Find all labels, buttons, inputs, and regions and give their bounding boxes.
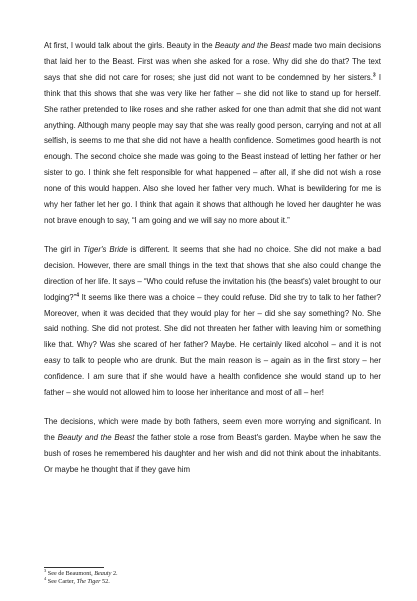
text-span: At first, I would talk about the girls. Beauty in the xyxy=(44,41,215,50)
footnote-title: The Tiger xyxy=(76,578,101,585)
footnote-item xyxy=(44,575,381,586)
text-span: The girl in xyxy=(44,244,84,254)
footnote-number: 3 xyxy=(44,567,47,573)
footnotes xyxy=(44,567,381,586)
paragraph-3 xyxy=(44,414,381,478)
story-title: Tiger's Bride xyxy=(83,244,128,254)
text-span: the father stole a rose from Beast's garden. Maybe when he saw the bush of roses he remembered his daughter and her wish and did not think about the inhabitants. Or maybe he thought that if they gave him xyxy=(44,432,381,474)
footnote-marker[interactable]: 3 xyxy=(372,72,376,79)
footnote-title: Beauty xyxy=(94,570,112,577)
text-span: I think that this shows that she was very like her father – she did not like to stand up for herself. She rather pretended to like roses and she rather asked for one than admit that she did not want anything. Although many people may say that she was really good person, carrying and not at all selfish, is seems to me that she did not have a health confidence. Sometimes good hearth is not enough. The second choice she made was going to the Beast instead of letting her father or her sister to go. I think she felt responsible for what happened – after all, if she did not wish a rose none of this would happen. Also she loved her father very much. What is bewildering for me is why her father let her go. I think that again it shows that although he loved her daughter he was not brave enough to say, “I am going and we will say no more about it.” xyxy=(44,72,381,225)
story-title: Beauty and the Beast xyxy=(57,432,135,442)
footnote-text: 2. xyxy=(111,570,118,577)
text-span: is different. It seems that she had no choice. She did not make a bad decision. However, there are small things in the text that shows that she also could change the direction of her life. It says – “Who could refuse the invitation his (the beast's) valet brought to our lodging?” xyxy=(44,244,381,302)
footnote-text: See Carter, xyxy=(46,578,77,585)
text-span: It seems like there was a choice – they could refuse. Did she try to talk to her father? Moreover, when it was decided that they would play for her – did she say something? No. She said nothing. She did not protest. She did not threaten her father with leaving him or something like that. Why? Was she scared of her father? Maybe. He certainly liked alcohol – and it is not easy to talk to people who are drunk. But the main reason is – again as in the first story – her confidence. I am sure that if she would have a health confidence she would stand up to her father – she would not allowed him to loose her inheritance and most of all – her! xyxy=(44,292,381,398)
footnote-item xyxy=(44,567,381,578)
footnote-marker[interactable]: 4 xyxy=(76,291,80,298)
text-span: made two main decisions that laid her to the Beast. First was when she asked for a rose. Why did she do that? The text says that she did not care for roses; she just did not want to be condemned by her sisters. xyxy=(44,41,381,82)
footnote-text: See de Beaumont, xyxy=(46,570,95,577)
footnote-number: 4 xyxy=(44,575,47,581)
footnote-divider xyxy=(44,567,104,568)
footnote-text: 52. xyxy=(100,578,110,585)
story-title: Beauty and the Beast xyxy=(214,41,291,50)
paragraph-1 xyxy=(44,38,381,229)
text-span: The decisions, which were made by both fathers, seem even more worrying and significant. In the xyxy=(44,416,381,442)
paragraph-2 xyxy=(44,242,381,401)
